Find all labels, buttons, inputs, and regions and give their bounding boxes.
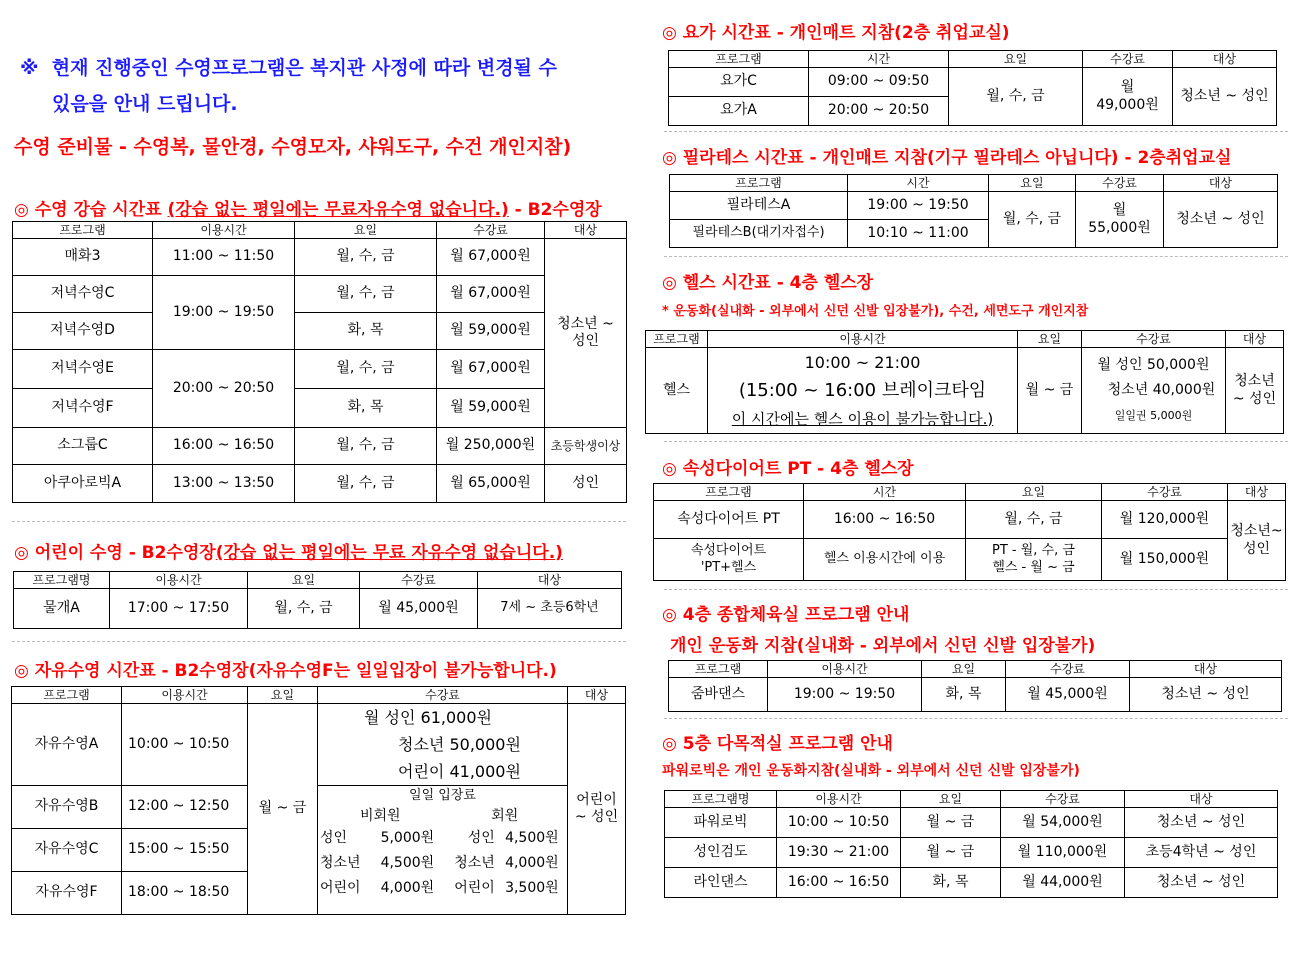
swim-lesson-table: [12, 221, 627, 503]
table-row: 헬스 10:00 ~ 21:00 (15:00 ~ 16:00 브레이크타임 이 시간에는 헬스 이용이 불가능합니다.) 월 ~ 금 월 성인 50,000원 청소년 40,000원 일일권 5,000원 청소년 ~ 성인: [646, 348, 1284, 434]
table-header: 프로그램 이용시간 요일 수강료 대상: [13, 222, 627, 239]
health-note: * 운동화(실내화 - 외부에서 신던 신발 입장불가), 수건, 세면도구 개인지참: [662, 304, 1089, 319]
table-header: 프로그램 시간 요일 수강료 대상: [670, 175, 1278, 192]
table-row: 줌바댄스 19:00 ~ 19:50 화, 목 월 45,000원 청소년 ~ 성인: [669, 678, 1282, 712]
free-target: 어린이 ~ 성인: [568, 704, 626, 915]
table-row: 자유수영A 10:00 ~ 10:50 월 ~ 금 월 성인 61,000원 청소년 50,000원 어린이 41,000원 어린이 ~ 성인: [12, 704, 626, 786]
table-row: 매화3 11:00 ~ 11:50 월, 수, 금 월 67,000원 청소년 ~ 성인: [13, 239, 627, 276]
gym-title: ◎ 4층 종합체육실 프로그램 안내: [662, 605, 910, 625]
table-row: 저녁수영D 화, 목 월 59,000원: [13, 313, 627, 350]
prep-list: 수영 준비물 - 수영복, 물안경, 수영모자, 샤워도구, 수건 개인지참): [14, 136, 572, 158]
table-header: 프로그램 시간 요일 수강료 대상: [654, 484, 1286, 501]
table-header: 프로그램 이용시간 요일 수강료 대상: [646, 331, 1284, 348]
swim-title: ◎ 수영 강습 시간표 (강습 없는 평일에는 무료자유수영 없습니다.) - B2수영장: [14, 200, 602, 220]
monthly-fee: 월 성인 61,000원 청소년 50,000원 어린이 41,000원: [318, 704, 568, 786]
table-row: 성인검도 19:30 ~ 21:00 월 ~ 금 월 110,000원 초등4학년 ~ 성인: [665, 838, 1278, 868]
yoga-title: ◎ 요가 시간표 - 개인매트 지참(2층 취업교실): [662, 23, 1010, 43]
table-row: 필라테스A 19:00 ~ 19:50 월, 수, 금 월 55,000원 청소년 ~ 성인: [670, 192, 1278, 220]
notice-line1: 현재 진행중인 수영프로그램은 복지관 사정에 따라 변경될 수: [51, 57, 557, 79]
divider: [664, 589, 1288, 590]
divider: [664, 131, 1288, 132]
health-table: [645, 330, 1284, 434]
pt-table: [653, 483, 1286, 581]
table-header: 프로그램 이용시간 요일 수강료 대상: [669, 661, 1282, 678]
daily-fee: 일일 입장료 비회원 회원 성인 5,000원 성인 4,500원 청소년 4,500원 청소년 4,000원 어린이 4,000원 어린이 3,500원: [318, 786, 568, 915]
health-title: ◎ 헬스 시간표 - 4층 헬스장: [662, 273, 874, 293]
notice-line2: 있음을 안내 드립니다.: [52, 93, 238, 115]
table-row: 파워로빅 10:00 ~ 10:50 월 ~ 금 월 54,000원 청소년 ~ 성인: [665, 808, 1278, 838]
table-row: 라인댄스 16:00 ~ 16:50 화, 목 월 44,000원 청소년 ~ 성인: [665, 868, 1278, 898]
table-header: 프로그램명 이용시간 요일 수강료 대상: [665, 791, 1278, 808]
floor5-sub: 파워로빅은 개인 운동화지참(실내화 - 외부에서 신던 신발 입장불가): [662, 763, 1080, 779]
table-row: 저녁수영F 화, 목 월 59,000원: [13, 389, 627, 428]
kids-title: ◎ 어린이 수영 - B2수영장(강습 없는 평일에는 무료 자유수영 없습니다.): [14, 543, 563, 563]
divider: [12, 521, 626, 522]
pt-title: ◎ 속성다이어트 PT - 4층 헬스장: [662, 459, 914, 479]
table-header: 프로그램 이용시간 요일 수강료 대상: [12, 687, 626, 704]
notice: [20, 50, 557, 122]
swim-target: 청소년 ~ 성인: [545, 239, 627, 428]
table-row: 자유수영C 15:00 ~ 15:50: [12, 829, 626, 872]
floor5-title: ◎ 5층 다목적실 프로그램 안내: [662, 734, 893, 754]
notice-mark: ※: [20, 57, 39, 79]
table-row: 요가C 09:00 ~ 09:50 월, 수, 금 월 49,000원 청소년 ~ 성인: [669, 68, 1277, 97]
table-row: 물개A 17:00 ~ 17:50 월, 수, 금 월 45,000원 7세 ~ 초등6학년: [14, 589, 622, 629]
gym-sub: 개인 운동화 지참(실내화 - 외부에서 신던 신발 입장불가): [670, 636, 1096, 656]
free-title: ◎ 자유수영 시간표 - B2수영장(자유수영F는 일일입장이 불가능합니다.): [14, 661, 557, 681]
table-row: 속성다이어트 'PT+헬스 헬스 이용시간에 이용 PT - 월, 수, 금 헬스 - 월 ~ 금 월 150,000원: [654, 539, 1286, 581]
table-header: 프로그램 시간 요일 수강료 대상: [669, 51, 1277, 68]
divider: [12, 641, 626, 642]
table-row: 아쿠아로빅A 13:00 ~ 13:50 월, 수, 금 월 65,000원 성인: [13, 465, 627, 503]
floor5-table: [664, 790, 1278, 898]
table-row: 저녁수영E 20:00 ~ 20:50 월, 수, 금 월 67,000원: [13, 350, 627, 389]
table-header: 프로그램명 이용시간 요일 수강료 대상: [14, 572, 622, 589]
health-time: 10:00 ~ 21:00 (15:00 ~ 16:00 브레이크타임 이 시간에는 헬스 이용이 불가능합니다.): [708, 348, 1018, 434]
table-row: 소그룹C 16:00 ~ 16:50 월, 수, 금 월 250,000원 초등학생이상: [13, 428, 627, 465]
table-row: 저녁수영C 19:00 ~ 19:50 월, 수, 금 월 67,000원: [13, 276, 627, 313]
kids-swim-table: [13, 571, 622, 629]
gym-table: [668, 660, 1282, 712]
pilates-title: ◎ 필라테스 시간표 - 개인매트 지참(기구 필라테스 아닙니다) - 2층취업교실: [662, 148, 1232, 168]
yoga-table: [668, 50, 1277, 126]
divider: [664, 256, 1288, 257]
free-swim-table: [11, 686, 626, 915]
table-row: 자유수영B 12:00 ~ 12:50 일일 입장료 비회원 회원 성인 5,000원 성인 4,500원 청소년 4,500원 청소년 4,000원 어린이 4,000원 어린이 3,500원: [12, 786, 626, 829]
table-row: 속성다이어트 PT 16:00 ~ 16:50 월, 수, 금 월 120,000원 청소년~ 성인: [654, 501, 1286, 539]
divider: [664, 441, 1288, 442]
divider: [664, 718, 1288, 719]
pilates-table: [669, 174, 1278, 248]
health-fee: 월 성인 50,000원 청소년 40,000원 일일권 5,000원: [1082, 348, 1226, 434]
table-row: 필라테스B(대기자접수) 10:10 ~ 11:00: [670, 220, 1278, 248]
table-row: 요가A 20:00 ~ 20:50: [669, 97, 1277, 126]
table-row: 자유수영F 18:00 ~ 18:50: [12, 872, 626, 915]
